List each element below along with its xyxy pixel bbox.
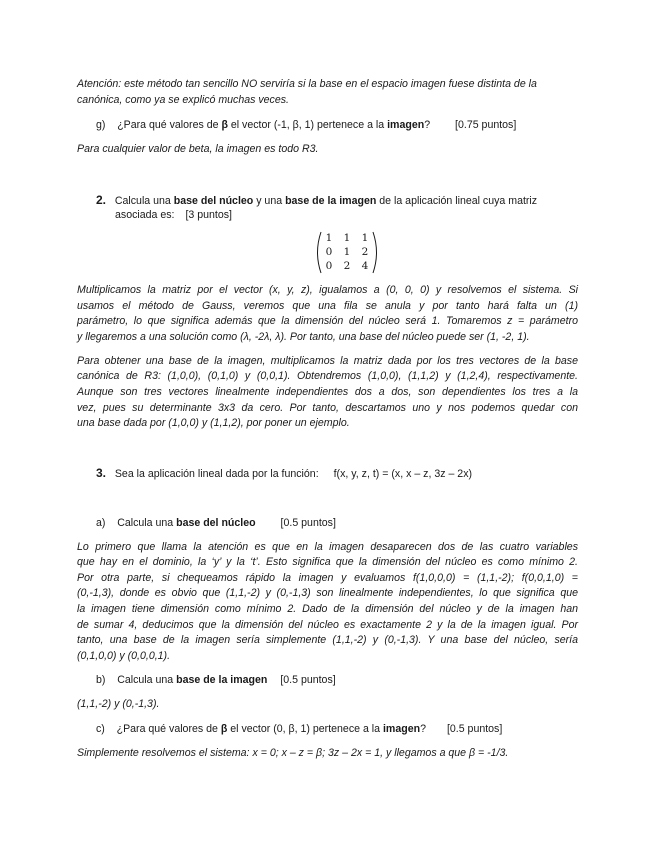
matrix-cell: 1: [325, 232, 333, 244]
matrix-row: [322, 245, 372, 259]
question-letter: c): [96, 723, 105, 735]
paragraph-3a-line-3: Por otra parte, si chequeamos rápido la imagen y evaluamos f(1,0,0,0) = (1,1,-2); f(0,0,1,0) =: [77, 572, 578, 584]
paragraph-imagen-line-3: Aunque son tres vectores linealmente independientes dos a dos, son dependientes los tres a la: [77, 386, 578, 398]
paragraph-imagen-line-4: vez, pues su determinante 3x3 da cero. Por tanto, descartamos uno y nos podemos quedar con: [77, 402, 578, 414]
question-3c: [96, 722, 502, 738]
question-3b: [96, 673, 336, 689]
question-3a: [96, 516, 336, 532]
question-letter: b): [96, 674, 106, 686]
matrix-entries: [322, 231, 372, 273]
matrix: [315, 230, 379, 275]
question-text: ?: [424, 119, 431, 131]
question-keyword: base del núcleo: [176, 517, 256, 529]
paragraph-atencion-line-1: Atención: este método tan sencillo NO serviría si la base en el espacio imagen fuese distinta de la: [77, 78, 537, 90]
question-text: Calcula una: [117, 674, 177, 686]
paragraph-gauss-line-2: usamos el método de Gauss, veremos que una fila se anula y por tanto hará falta un (1): [77, 300, 578, 312]
matrix-cell: 1: [343, 232, 351, 244]
points-label: [0.5 puntos]: [280, 517, 336, 529]
question-text: ?: [420, 723, 426, 735]
matrix-cell: 1: [343, 246, 351, 258]
question-text: asociada es:: [115, 209, 175, 221]
question-text: Calcula una: [114, 195, 174, 207]
paragraph-gauss-line-4: y llegaremos a una solución como (λ, -2λ, λ). Por tanto, una base del núcleo puede ser (1, -2, 1).: [77, 331, 530, 343]
question-letter: a): [96, 517, 106, 529]
paragraph-3a-line-1: Lo primero que llama la atención es que en la imagen desaparecen dos de las cuatro variables: [77, 541, 578, 553]
question-keyword: imagen: [382, 723, 421, 735]
paragraph-3a-line-5: la imagen tiene dimensión como mínimo 2. Dado de la dimensión del núcleo y de la imagen han: [77, 603, 578, 615]
paragraph-gauss-line-3: parámetro, lo que significa además que la dimensión del núcleo será 1. Tomaremos z = parámetro: [77, 315, 578, 327]
question-letter: g): [96, 119, 106, 131]
points-label: [3 puntos]: [185, 209, 232, 221]
paragraph-atencion-line-2: canónica, como ya se explicó muchas veces.: [77, 94, 289, 106]
question-text: ¿Para qué valores de: [117, 119, 222, 131]
answer-g: Para cualquier valor de beta, la imagen es todo R3.: [77, 143, 319, 155]
question-keyword: base de la imagen: [285, 195, 377, 207]
question-3: [96, 466, 472, 483]
question-text: y una: [253, 195, 286, 207]
matrix-cell: 2: [361, 246, 369, 258]
question-text: Sea la aplicación lineal dada por la función:: [114, 468, 319, 480]
question-text: ¿Para qué valores de: [116, 723, 221, 735]
question-text: el vector (0, β, 1) pertenece a la: [227, 723, 383, 735]
paragraph-3a-line-8: (0,1,0,0) y (0,0,0,1).: [77, 650, 171, 662]
points-label: [0.75 puntos]: [455, 119, 517, 131]
matrix-row: [322, 259, 372, 273]
matrix-row: [322, 231, 372, 245]
beta-symbol: β: [221, 119, 228, 131]
points-label: [0.5 puntos]: [446, 723, 503, 735]
points-label: [0.5 puntos]: [280, 674, 336, 686]
question-keyword: base del núcleo: [173, 195, 254, 207]
paragraph-3a-line-6: de sumar 4, deducimos que la dimensión del núcleo es exactamente 2 y la de la imagen igual. Por: [77, 619, 578, 631]
question-g: [96, 118, 516, 134]
matrix-cell: 0: [325, 260, 333, 272]
question-keyword: base de la imagen: [176, 674, 268, 686]
answer-3b: (1,1,-2) y (0,-1,3).: [77, 698, 160, 710]
question-number: 2.: [96, 193, 107, 207]
matrix-cell: 1: [361, 232, 369, 244]
answer-3c: Simplemente resolvemos el sistema: x = 0; x – z = β; 3z – 2x = 1, y llegamos a que β = -1/3.: [77, 747, 509, 759]
function-definition: f(x, y, z, t) = (x, x – z, 3z – 2x): [333, 468, 473, 480]
paragraph-3a-line-4: (0,-1,3), donde es obvio que (1,1,-2) y (0,-1,3) son linealmente independientes, lo que significa que: [77, 587, 578, 599]
question-2-line-2: [115, 208, 232, 224]
question-text: Calcula una: [117, 517, 177, 529]
paragraph-3a-line-2: que hay en el dominio, la ‘y’ y la ‘t’. Esto significa que la dimensión del núcleo es como mínimo 2.: [77, 556, 578, 568]
paragraph-imagen-line-1: Para obtener una base de la imagen, multiplicamos la matriz dada por los tres vectores de la base: [77, 355, 578, 367]
question-text: el vector (-1, β, 1) pertenece a la: [227, 119, 388, 131]
matrix-cell: 0: [325, 246, 333, 258]
matrix-cell: 2: [343, 260, 351, 272]
paragraph-3a-line-7: tanto, una base de la imagen sería simplemente (1,1,-2) y (0,-1,3). Y una base del núcleo, sería: [77, 634, 578, 646]
paragraph-gauss-line-1: Multiplicamos la matriz por el vector (x, y, z), igualamos a (0, 0, 0) y resolvemos el sistema. Si: [77, 284, 578, 296]
question-text: de la aplicación lineal cuya matriz: [376, 195, 538, 207]
question-keyword: imagen: [387, 119, 425, 131]
matrix-cell: 4: [361, 260, 369, 272]
beta-symbol: β: [220, 723, 228, 735]
question-number: 3.: [96, 466, 107, 480]
paragraph-imagen-line-2: canónica de R3: (1,0,0), (0,1,0) y (0,0,1). Obtendremos (1,0,0), (1,1,2) y (1,2,4), respectivamente.: [77, 370, 578, 382]
paragraph-imagen-line-5: una base dada por (1,0,0) y (1,1,2), por poner un ejemplo.: [77, 417, 350, 429]
